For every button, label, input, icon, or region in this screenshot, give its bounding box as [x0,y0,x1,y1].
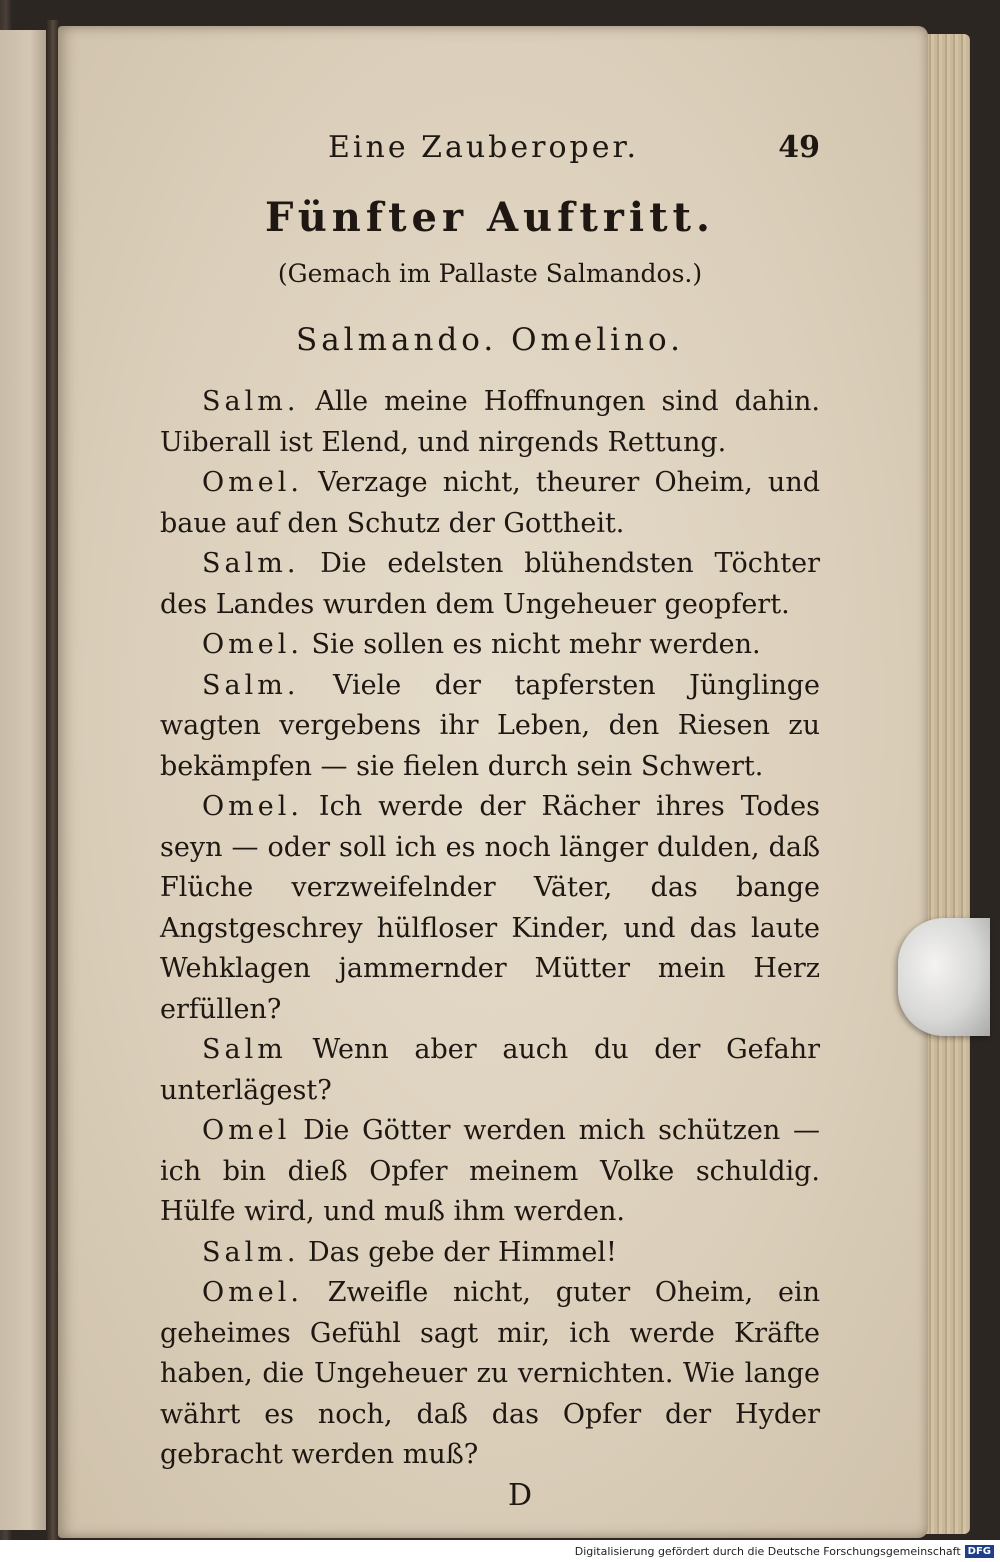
dialogue-line [160,1111,820,1233]
dialogue-line [160,1233,820,1274]
spoken-text: Die edelsten blühendsten Töchter des Landes wurden dem Ungeheuer geopfert. [160,548,820,620]
speaker-name: Salm. [202,1236,300,1268]
signature-mark: D [507,1477,533,1513]
footer-credit: Digitalisierung gefördert durch die Deutsche Forschungsgemeinschaft [574,1544,961,1558]
scene-title: Fünfter Auftritt. [265,194,715,241]
digitization-footer [0,1540,1000,1562]
speaker-name: Omel [202,1115,291,1146]
running-head-title: Eine Zauberoper. [328,130,640,165]
speaker-name: Omel. [202,791,303,822]
speaker-name: Salm [202,1034,287,1065]
dfg-logo: DFG [965,1545,994,1558]
spoken-text: Sie sollen es nicht mehr werden. [302,629,761,660]
spoken-text: Viele der tapfersten Jünglinge wagten vergebens ihr Leben, den Riesen zu bekämpfen — sie fielen durch sein Schwert. [160,669,820,782]
dialogue-line [160,666,820,788]
spoken-text: Wenn aber auch du der Gefahr unterlägest? [160,1034,820,1106]
dialogue-line [160,625,820,666]
speaker-name: Omel. [202,467,303,498]
scene-setting: (Gemach im Pallaste Salmandos.) [277,259,703,288]
page-number: 49 [778,130,820,165]
spoken-text: Das gebe der Himmel! [299,1236,617,1268]
left-page-edge [0,30,52,1530]
dialogue-line [160,544,820,625]
speaker-name: Salm. [202,548,300,579]
cast-list: Salmando. Omelino. [295,322,685,358]
running-head [160,130,820,180]
page-stack-edge [926,34,970,1534]
page-text [160,130,820,1513]
dialogue [160,382,820,1476]
page-clip [898,918,990,1036]
dialogue-line [160,382,820,463]
spoken-text: Die Götter werden mich schützen — ich bin dieß Opfer meinem Volke schuldig. Hülfe wird, und muß ihm werden. [160,1115,820,1227]
dialogue-line [160,463,820,544]
speaker-name: Omel. [202,1277,303,1308]
speaker-name: Salm. [202,386,300,417]
spoken-text: Verzage nicht, theurer Oheim, und baue auf den Schutz der Gottheit. [160,467,820,539]
spoken-text: Zweifle nicht, guter Oheim, ein geheimes Gefühl sagt mir, ich werde Kräfte haben, die Ungeheuer zu vernichten. Wie lange währt es noch, daß das Opfer der Hyder gebracht werden muß? [160,1277,820,1470]
dialogue-line [160,787,820,1030]
spoken-text: Ich werde der Rächer ihres Todes seyn — oder soll ich es noch länger dulden, daß Flüche verzweifelnder Väter, das bange Angstgeschrey hülfloser Kinder, und das laute Wehklagen jammernder Mütter mein Herz erfüllen? [160,791,820,1025]
spoken-text: Alle meine Hoffnungen sind dahin. Uiberall ist Elend, und nirgends Rettung. [160,386,820,458]
dialogue-line [160,1030,820,1111]
speaker-name: Salm. [202,669,300,701]
speaker-name: Omel. [202,629,303,660]
dialogue-line [160,1273,820,1476]
